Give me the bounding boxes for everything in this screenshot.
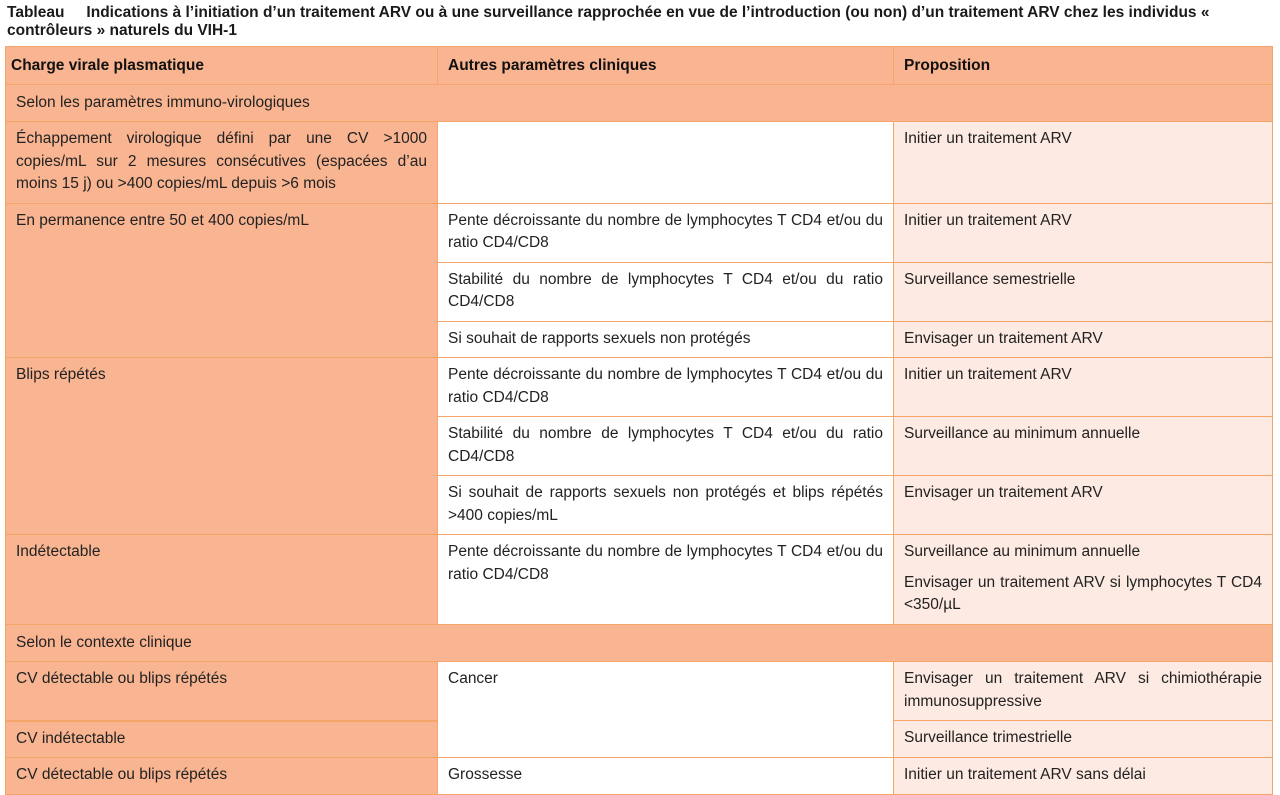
cell-autres-parametres: Grossesse xyxy=(438,758,894,795)
section-row xyxy=(6,84,1273,122)
cell-proposition: Surveillance trimestrielle xyxy=(894,721,1273,758)
cell-autres-parametres: Cancer xyxy=(438,662,894,758)
column-header-autres-parametres: Autres paramètres cliniques xyxy=(438,47,894,85)
indications-table xyxy=(5,46,1273,795)
cell-charge-virale: En permanence entre 50 et 400 copies/mL xyxy=(6,203,438,358)
cell-charge-virale: Échappement virologique défini par une CV >1000 copies/mL sur 2 mesures consécutives (espacées d’au moins 15 j) ou >400 copies/mL depuis >6 mois xyxy=(6,122,438,204)
proposition-line: Surveillance au minimum annuelle xyxy=(904,543,1141,560)
column-header-charge-virale: Charge virale plasmatique xyxy=(6,47,438,85)
cell-proposition: Surveillance au minimum annuelle xyxy=(894,417,1273,476)
table-row xyxy=(6,662,1273,721)
cell-autres-parametres: Pente décroissante du nombre de lymphocytes T CD4 et/ou du ratio CD4/CD8 xyxy=(438,203,894,262)
cell-charge-virale: Blips répétés xyxy=(6,358,438,535)
table-row xyxy=(6,535,1273,625)
section-title: Selon les paramètres immuno-virologiques xyxy=(6,84,1273,122)
table-header-row xyxy=(6,47,1273,85)
table-row xyxy=(6,203,1273,262)
cell-autres-parametres: Stabilité du nombre de lymphocytes T CD4 et/ou du ratio CD4/CD8 xyxy=(438,262,894,321)
cell-charge-virale: CV détectable ou blips répétés xyxy=(6,758,438,795)
section-row xyxy=(6,624,1273,662)
cell-autres-parametres: Pente décroissante du nombre de lymphocytes T CD4 et/ou du ratio CD4/CD8 xyxy=(438,535,894,625)
cell-charge-virale: Indétectable xyxy=(6,535,438,625)
caption-label: Tableau xyxy=(7,4,65,21)
cell-proposition xyxy=(894,535,1273,625)
cell-proposition: Envisager un traitement ARV xyxy=(894,321,1273,358)
section-title: Selon le contexte clinique xyxy=(6,624,1273,662)
cell-charge-virale: CV indétectable xyxy=(6,721,438,758)
cell-proposition: Envisager un traitement ARV xyxy=(894,476,1273,535)
cell-autres-parametres: Si souhait de rapports sexuels non protégés et blips répétés >400 copies/mL xyxy=(438,476,894,535)
cell-autres-parametres: Si souhait de rapports sexuels non protégés xyxy=(438,321,894,358)
cell-proposition: Initier un traitement ARV sans délai xyxy=(894,758,1273,795)
table-row xyxy=(6,358,1273,417)
cell-autres-parametres xyxy=(438,122,894,204)
cell-proposition: Initier un traitement ARV xyxy=(894,203,1273,262)
table-caption xyxy=(7,4,1275,40)
table-row xyxy=(6,758,1273,795)
cell-charge-virale: CV détectable ou blips répétés xyxy=(6,662,438,721)
cell-autres-parametres: Pente décroissante du nombre de lymphocytes T CD4 et/ou du ratio CD4/CD8 xyxy=(438,358,894,417)
cell-proposition: Initier un traitement ARV xyxy=(894,358,1273,417)
table-row xyxy=(6,122,1273,204)
caption-title: Indications à l’initiation d’un traitement ARV ou à une surveillance rapprochée en vue de l’introduction (ou non) d’un traitement ARV chez les individus « contrôleurs » naturels du VIH-1 xyxy=(7,4,1210,39)
cell-proposition: Envisager un traitement ARV si chimiothérapie immunosuppressive xyxy=(894,662,1273,721)
proposition-line: Envisager un traitement ARV si lymphocytes T CD4 <350/µL xyxy=(904,573,1262,613)
cell-proposition: Initier un traitement ARV xyxy=(894,122,1273,204)
column-header-proposition: Proposition xyxy=(894,47,1273,85)
cell-autres-parametres: Stabilité du nombre de lymphocytes T CD4 et/ou du ratio CD4/CD8 xyxy=(438,417,894,476)
cell-proposition: Surveillance semestrielle xyxy=(894,262,1273,321)
